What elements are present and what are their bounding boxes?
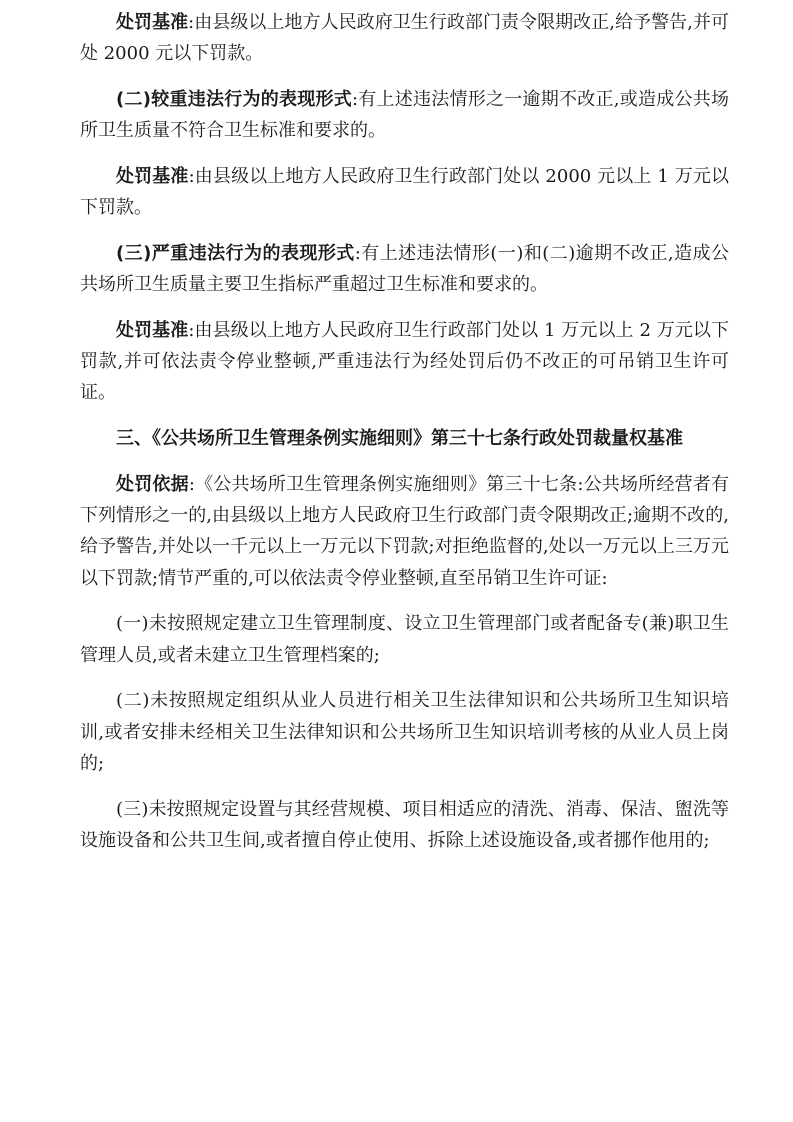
section-heading: 三、《公共场所卫生管理条例实施细则》第三十七条行政处罚裁量权基准 — [116, 428, 683, 450]
penalty-standard-paragraph-1 — [80, 7, 729, 69]
penalty-standard-paragraph-3 — [80, 315, 729, 409]
list-item: (一)未按照规定建立卫生管理制度、设立卫生管理部门或者配备专(兼)职卫生管理人员,或者未建立卫生管理档案的; — [80, 613, 729, 666]
serious-violation-paragraph — [80, 238, 729, 300]
moderate-violation-label: (二)较重违法行为的表现形式 — [116, 89, 352, 110]
penalty-standard-paragraph-2 — [80, 161, 729, 223]
paragraph-text: :由县级以上地方人民政府卫生行政部门处以 2000 元以上 1 万元以下罚款。 — [80, 166, 730, 219]
penalty-standard-label: 处罚基准 — [116, 12, 189, 33]
paragraph-text: :由县级以上地方人民政府卫生行政部门责令限期改正,给予警告,并可处 2000 元以下罚款。 — [80, 12, 729, 65]
list-item: (二)未按照规定组织从业人员进行相关卫生法律知识和公共场所卫生知识培训,或者安排未经相关卫生法律知识和公共场所卫生知识培训考核的从业人员上岗的; — [80, 690, 729, 774]
penalty-basis-label: 处罚依据 — [116, 474, 189, 495]
paragraph-text: :《公共场所卫生管理条例实施细则》第三十七条:公共场所经营者有下列情形之一的,由县级以上地方人民政府卫生行政部门责令限期改正;逾期不改的,给予警告,并处以一千元以上一万元以下罚款;对拒绝监督的,处以一万元以上三万元以下罚款;情节严重的,可以依法责令停业整顿,直至吊销卫生许可证: — [80, 474, 729, 589]
paragraph-text: :有上述违法情形(一)和(二)逾期不改正,造成公共场所卫生质量主要卫生指标严重超过卫生标准和要求的。 — [80, 243, 730, 296]
moderate-violation-paragraph — [80, 84, 729, 146]
penalty-basis-paragraph — [80, 469, 729, 594]
serious-violation-label: (三)严重违法行为的表现形式 — [116, 243, 355, 264]
list-item: (三)未按照规定设置与其经营规模、项目相适应的清洗、消毒、保洁、盥洗等设施设备和公共卫生间,或者擅自停止使用、拆除上述设施设备,或者挪作他用的; — [80, 798, 729, 851]
paragraph-text: :由县级以上地方人民政府卫生行政部门处以 1 万元以上 2 万元以下罚款,并可依法责令停业整顿,严重违法行为经处罚后仍不改正的可吊销卫生许可证。 — [80, 320, 729, 404]
penalty-standard-label: 处罚基准 — [116, 166, 189, 187]
paragraph-text: :有上述违法情形之一逾期不改正,或造成公共场所卫生质量不符合卫生标准和要求的。 — [80, 89, 729, 142]
penalty-standard-label: 处罚基准 — [116, 320, 189, 341]
